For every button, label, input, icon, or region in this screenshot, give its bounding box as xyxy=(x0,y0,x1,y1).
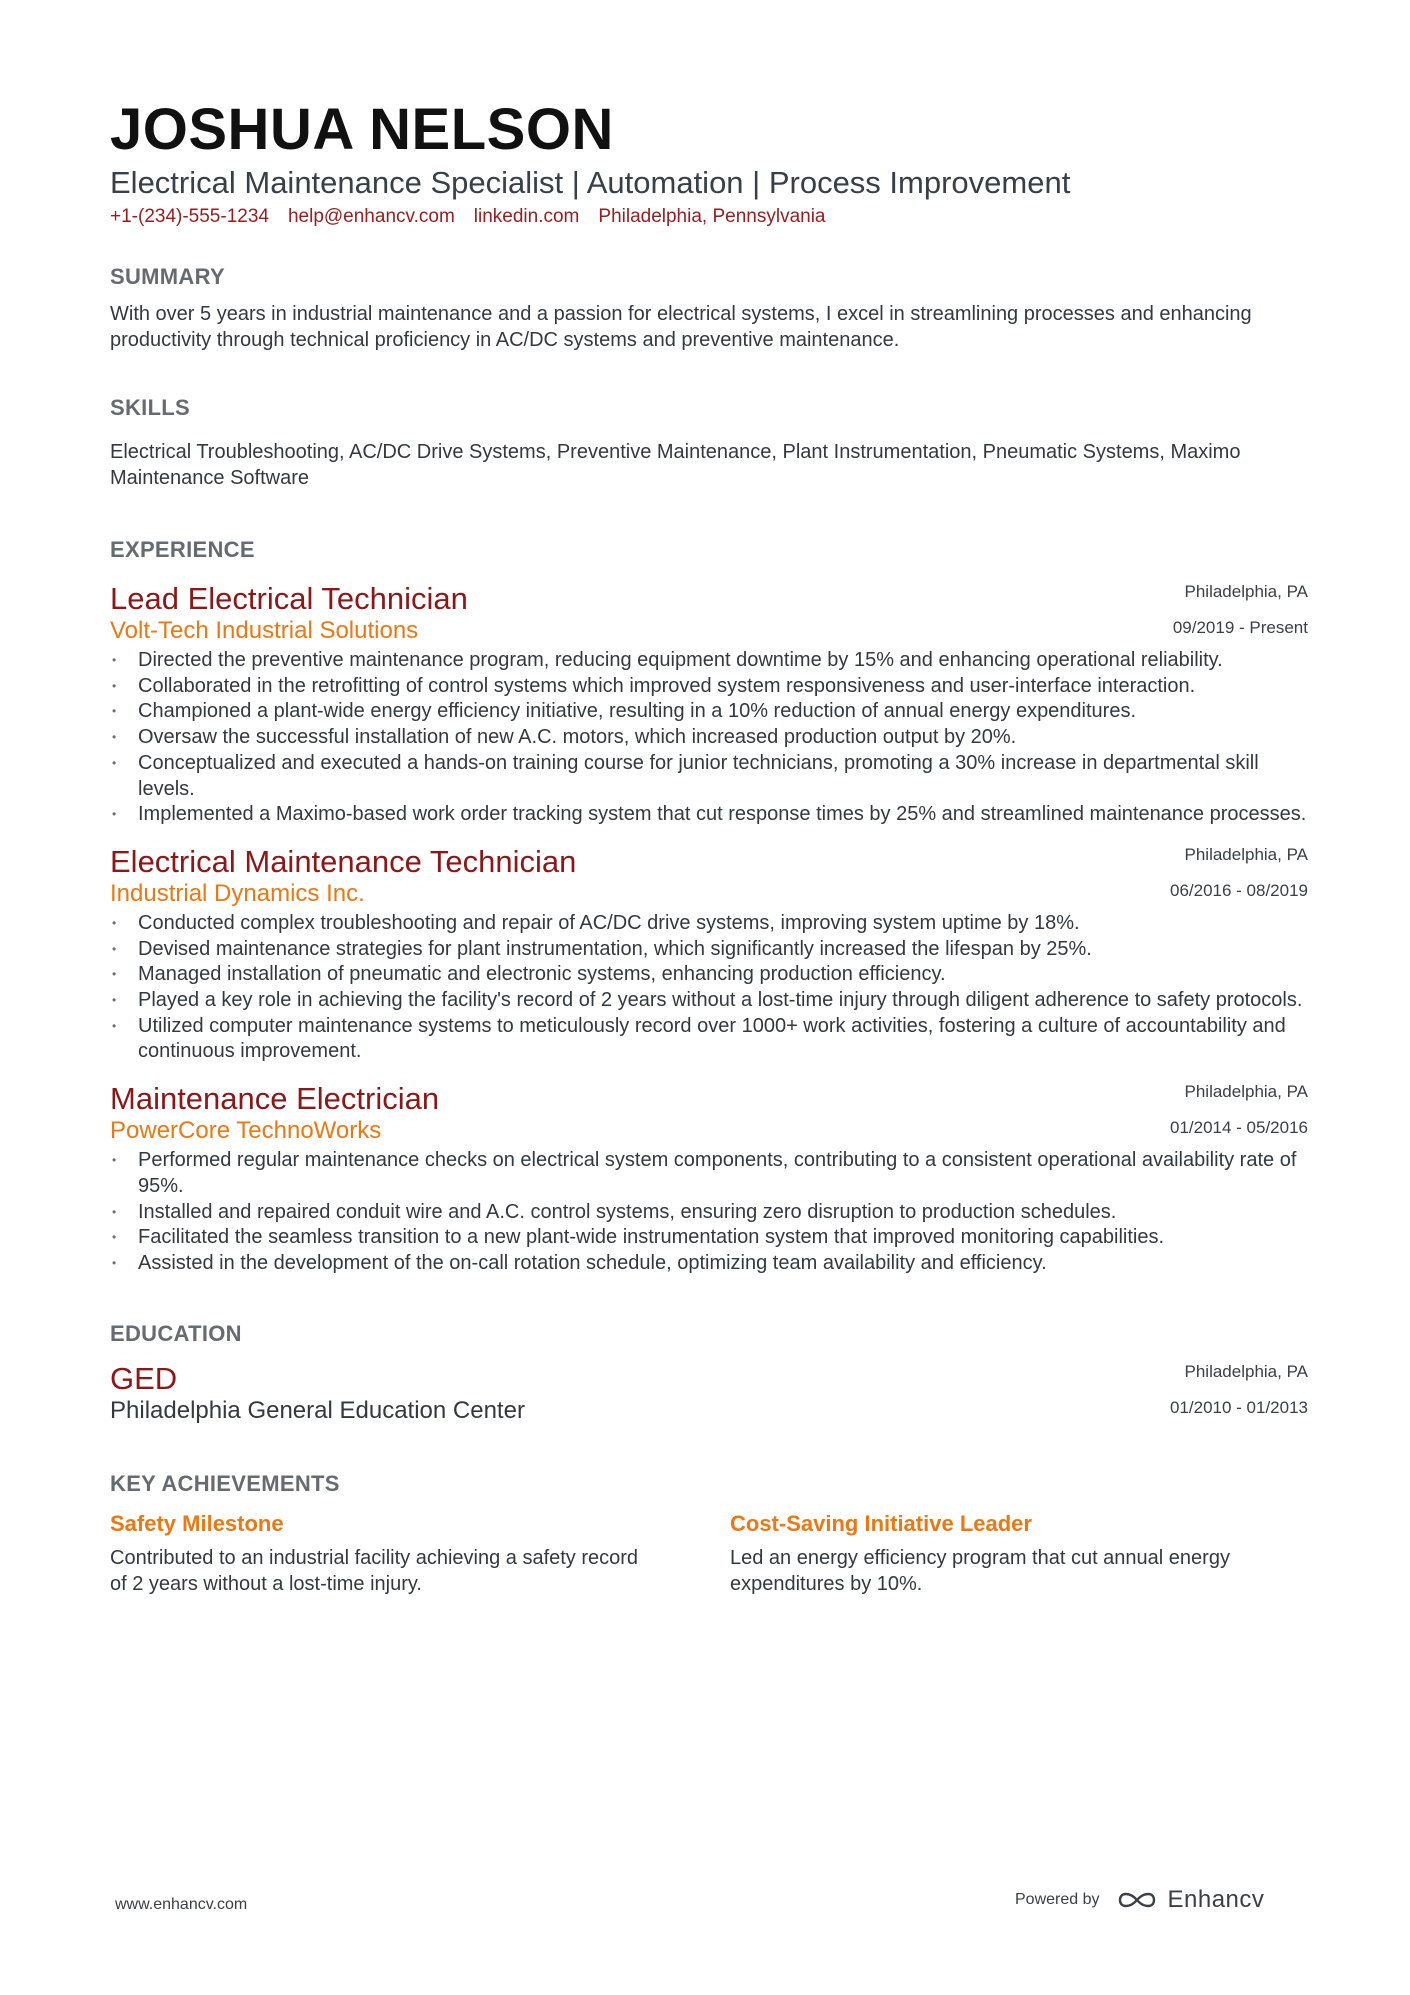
education-degree: GED xyxy=(110,1360,178,1396)
job-header xyxy=(110,580,1308,644)
job-bullet: • Implemented a Maximo-based work order tracking system that cut response times by 25% and streamlined maintenance processes. xyxy=(110,802,1308,828)
skills-text: Electrical Troubleshooting, AC/DC Drive Systems, Preventive Maintenance, Plant Instrumentation, Pneumatic Systems, Maximo Maintenance Software xyxy=(110,441,1241,489)
experience-heading: EXPERIENCE xyxy=(110,537,255,562)
education-dates: 01/2010 - 01/2013 xyxy=(1169,1397,1308,1417)
job-entry xyxy=(110,1080,1308,1277)
job-bullet: • Championed a plant-wide energy efficiency initiative, resulting in a 10% reduction of annual energy expenditures. xyxy=(110,699,1308,725)
job-location: Philadelphia, PA xyxy=(1184,582,1308,601)
summary-text: With over 5 years in industrial maintenance and a passion for electrical systems, I excel in streamlining processes and enhancing productivity through technical proficiency in AC/DC systems and preventive maintenance. xyxy=(110,303,1252,351)
job-bullet: • Conducted complex troubleshooting and repair of AC/DC drive systems, improving system uptime by 18%. xyxy=(110,911,1308,937)
job-location: Philadelphia, PA xyxy=(1184,844,1308,864)
achievements-heading: KEY ACHIEVEMENTS xyxy=(110,1470,340,1496)
job-bullet: • Played a key role in achieving the facility's record of 2 years without a lost-time injury through diligent adherence to safety protocols. xyxy=(110,988,1308,1014)
education-heading: EDUCATION xyxy=(110,1320,242,1346)
job-dates: 06/2016 - 08/2019 xyxy=(1169,880,1308,900)
footer-brand xyxy=(1015,1886,1264,1914)
job-company: Volt-Tech Industrial Solutions xyxy=(110,617,419,644)
achievement-name: Safety Milestone xyxy=(110,1510,284,1536)
job-bullet: • Installed and repaired conduit wire and A.C. control systems, ensuring zero disruption to production schedules. xyxy=(110,1200,1308,1226)
job-entry xyxy=(110,843,1308,1065)
contact-row xyxy=(110,205,1308,229)
linkedin-link[interactable]: linkedin.com xyxy=(473,206,580,227)
job-entry xyxy=(110,580,1308,828)
job-bullet: • Collaborated in the retrofitting of control systems which improved system responsiveness and user-interface interaction. xyxy=(110,674,1308,700)
achievements-grid xyxy=(110,1510,1308,1597)
job-bullet: • Directed the preventive maintenance program, reducing equipment downtime by 15% and enhancing operational reliability. xyxy=(110,648,1308,674)
job-bullet: • Facilitated the seamless transition to a new plant-wide instrumentation system that improved monitoring capabilities. xyxy=(110,1225,1308,1251)
job-header xyxy=(110,1080,1308,1144)
job-company: PowerCore TechnoWorks xyxy=(110,1117,382,1145)
achievement-item xyxy=(110,1510,640,1597)
email-link[interactable]: help@enhancv.com xyxy=(287,206,455,227)
job-dates: 09/2019 - Present xyxy=(1172,618,1308,637)
job-bullets xyxy=(110,1148,1308,1277)
brand-name: Enhancv xyxy=(1167,1886,1265,1913)
job-company: Industrial Dynamics Inc. xyxy=(110,879,365,907)
job-bullet: • Oversaw the successful installation of new A.C. motors, which increased production output by 20%. xyxy=(110,725,1308,751)
job-role: Lead Electrical Technician xyxy=(110,581,468,616)
job-bullet: • Devised maintenance strategies for plant instrumentation, which significantly increased the lifespan by 25%. xyxy=(110,937,1308,963)
job-dates: 01/2014 - 05/2016 xyxy=(1169,1118,1308,1138)
candidate-title: Electrical Maintenance Specialist | Automation | Process Improvement xyxy=(110,165,1071,200)
resume-page xyxy=(110,96,1308,1597)
job-header xyxy=(110,843,1308,907)
skills-heading: SKILLS xyxy=(110,395,191,420)
education-entry xyxy=(110,1360,1308,1424)
summary-heading: SUMMARY xyxy=(110,264,225,289)
footer-url[interactable]: www.enhancv.com xyxy=(115,1896,248,1913)
achievement-description: Led an energy efficiency program that cut annual energy expenditures by 10%. xyxy=(730,1546,1230,1595)
location-text: Philadelphia, Pennsylvania xyxy=(598,206,826,227)
job-bullet: • Conceptualized and executed a hands-on training course for junior technicians, promoting a 30% increase in departmental skill levels. xyxy=(110,751,1308,802)
enhancv-logo-icon xyxy=(1114,1888,1160,1912)
job-bullet: • Assisted in the development of the on-call rotation schedule, optimizing team availability and efficiency. xyxy=(110,1251,1308,1277)
job-bullets xyxy=(110,648,1308,828)
candidate-name: JOSHUA NELSON xyxy=(110,97,614,162)
job-role: Maintenance Electrician xyxy=(110,1081,440,1117)
phone-number[interactable]: +1-(234)-555-1234 xyxy=(110,206,269,227)
job-bullet: • Utilized computer maintenance systems to meticulously record over 1000+ work activities, fostering a culture of accountability and continuous improvement. xyxy=(110,1014,1308,1065)
job-bullets xyxy=(110,911,1308,1065)
achievement-name: Cost-Saving Initiative Leader xyxy=(730,1510,1032,1536)
achievement-item xyxy=(730,1510,1260,1597)
job-role: Electrical Maintenance Technician xyxy=(110,843,577,879)
job-bullet: • Performed regular maintenance checks on electrical system components, contributing to a consistent operational availability rate of 95%. xyxy=(110,1148,1308,1199)
powered-by-text: Powered by xyxy=(1015,1891,1100,1908)
achievement-description: Contributed to an industrial facility achieving a safety record of 2 years without a lost-time injury. xyxy=(110,1546,639,1595)
job-location: Philadelphia, PA xyxy=(1184,1082,1308,1102)
enhancv-logo[interactable] xyxy=(1114,1886,1265,1914)
education-school: Philadelphia General Education Center xyxy=(110,1396,525,1424)
education-location: Philadelphia, PA xyxy=(1184,1361,1308,1381)
job-bullet: • Managed installation of pneumatic and electronic systems, enhancing production efficiency. xyxy=(110,962,1308,988)
